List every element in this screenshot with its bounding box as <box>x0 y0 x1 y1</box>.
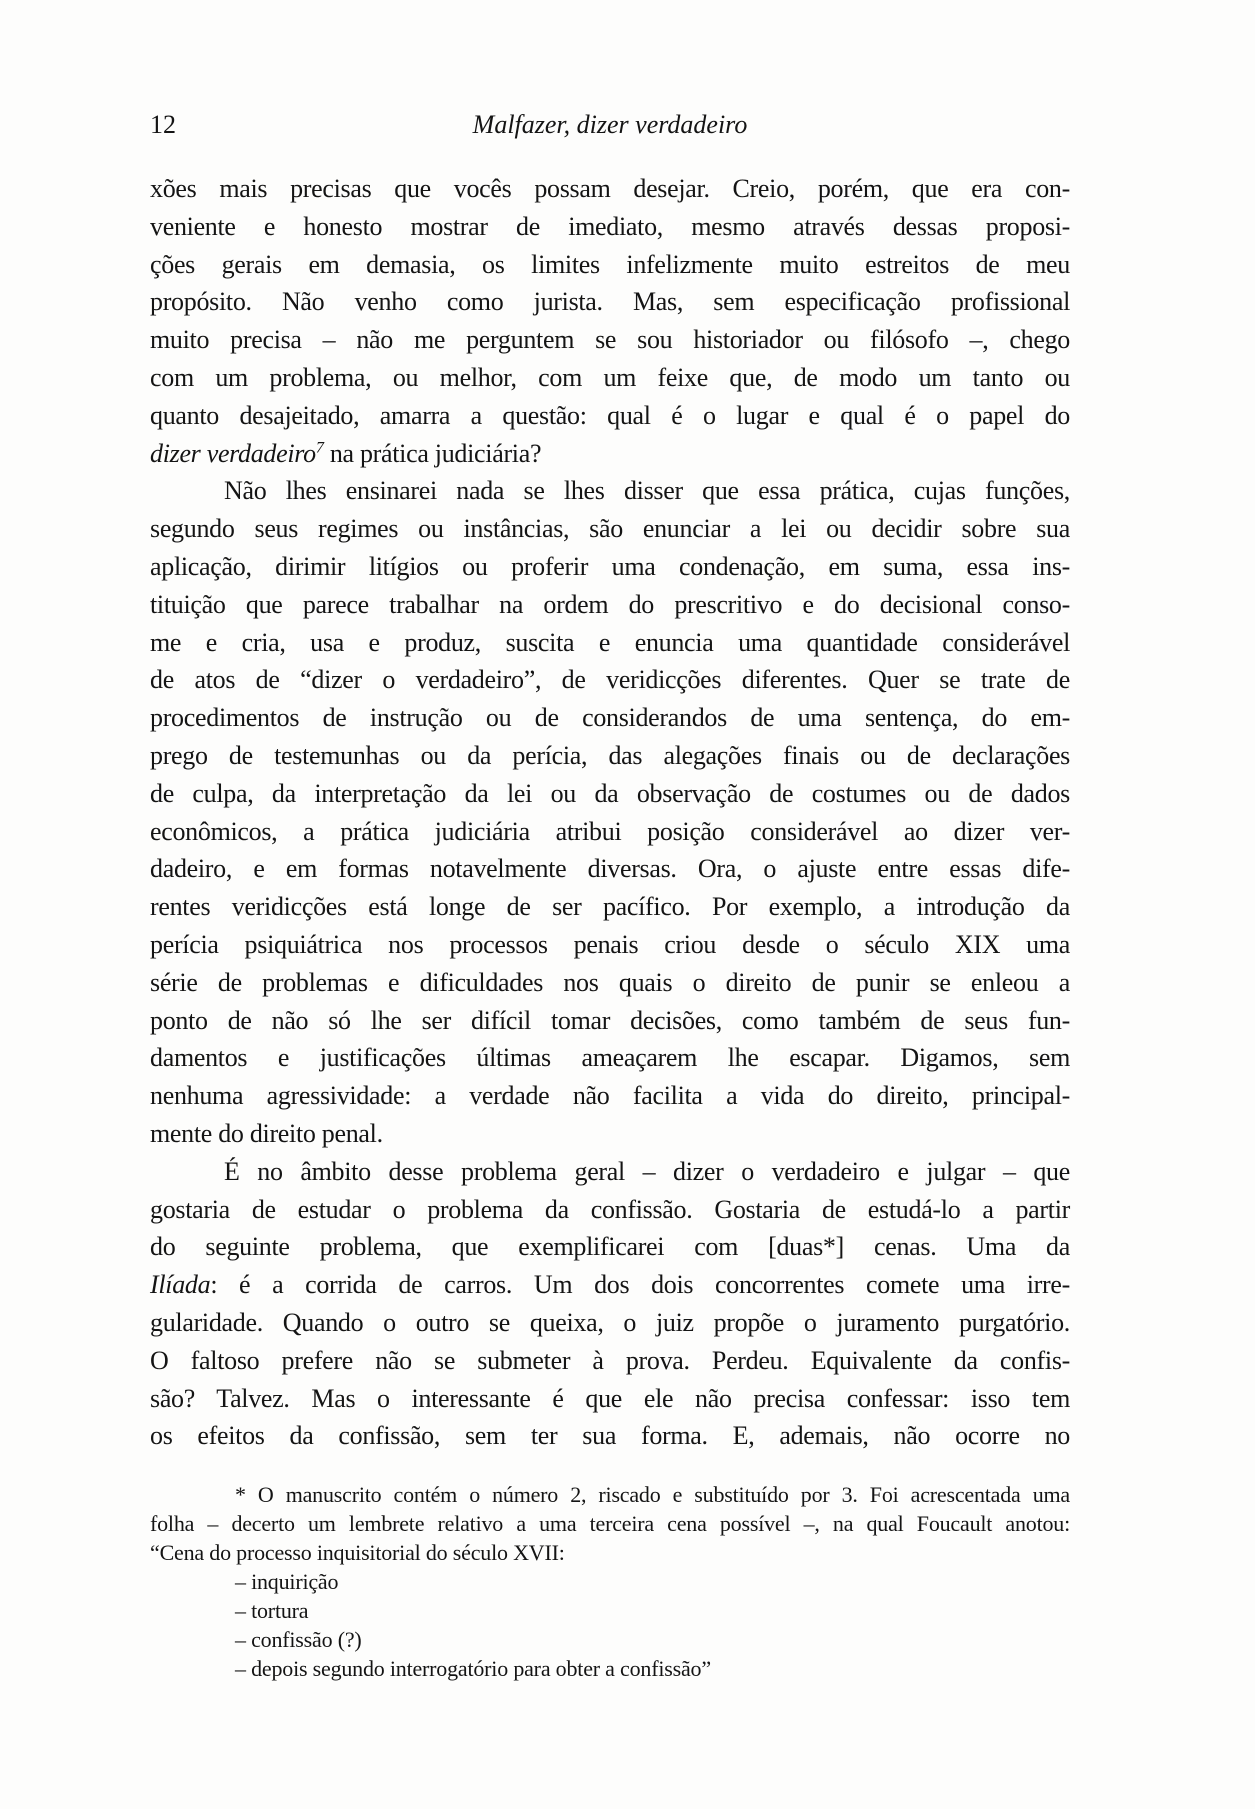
body-line: ções gerais em demasia, os limites infelizmente muito estreitos de meu <box>150 249 1070 279</box>
footnote-line: – depois segundo interrogatório para obter a confissão” <box>235 1656 711 1681</box>
body-line: com um problema, ou melhor, com um feixe que, de modo um tanto ou <box>150 362 1070 392</box>
body-text <box>150 170 1070 1455</box>
body-line: É no âmbito desse problema geral – dizer o verdadeiro e julgar – que <box>224 1156 1070 1186</box>
body-line: Ilíada: é a corrida de carros. Um dos dois concorrentes comete uma irre- <box>150 1270 1070 1300</box>
footnote-line: folha – decerto um lembrete relativo a uma terceira cena possível –, na qual Foucault anotou: <box>150 1511 1070 1536</box>
body-line: do seguinte problema, que exemplificarei com [duas*] cenas. Uma da <box>150 1232 1070 1262</box>
footnote-line: – inquirição <box>235 1569 339 1594</box>
body-line: quanto desajeitado, amarra a questão: qual é o lugar e qual é o papel do <box>150 400 1070 430</box>
footnote-line: – tortura <box>235 1598 309 1623</box>
body-line: são? Talvez. Mas o interessante é que ele não precisa confessar: isso tem <box>150 1383 1070 1413</box>
body-line: propósito. Não venho como jurista. Mas, sem especificação profissional <box>150 287 1070 317</box>
body-line: nenhuma agressividade: a verdade não facilita a vida do direito, principal- <box>150 1081 1070 1111</box>
page-header <box>150 108 1070 144</box>
body-line: perícia psiquiátrica nos processos penais criou desde o século XIX uma <box>150 929 1070 959</box>
body-line: dadeiro, e em formas notavelmente diversas. Ora, o ajuste entre essas dife- <box>150 854 1070 884</box>
body-line: procedimentos de instrução ou de considerandos de uma sentença, do em- <box>150 703 1070 733</box>
body-line: dizer verdadeiro$^7$ na prática judiciária? <box>150 438 542 468</box>
body-line: gularidade. Quando o outro se queixa, o juiz propõe o juramento purgatório. <box>150 1307 1070 1337</box>
body-line: damentos e justificações últimas ameaçarem lhe escapar. Digamos, sem <box>150 1043 1070 1073</box>
body-line: mente do direito penal. <box>150 1118 383 1148</box>
body-line: gostaria de estudar o problema da confissão. Gostaria de estudá-lo a partir <box>150 1194 1070 1224</box>
running-title: Malfazer, dizer verdadeiro <box>472 110 748 139</box>
body-line: econômicos, a prática judiciária atribui posição considerável ao dizer ver- <box>150 816 1070 846</box>
page-number: 12 <box>150 110 176 139</box>
body-line: de culpa, da interpretação da lei ou da observação de costumes ou de dados <box>150 778 1070 808</box>
body-line: aplicação, dirimir litígios ou proferir uma condenação, em suma, essa ins- <box>150 551 1070 581</box>
body-line: Não lhes ensinarei nada se lhes disser que essa prática, cujas funções, <box>224 476 1070 506</box>
body-line: série de problemas e dificuldades nos quais o direito de punir se enleou a <box>150 967 1070 997</box>
body-line: ponto de não só lhe ser difícil tomar decisões, como também de seus fun- <box>150 1005 1070 1035</box>
footnote-line: * O manuscrito contém o número 2, riscado e substituído por 3. Foi acrescentada uma <box>235 1482 1070 1507</box>
body-line: veniente e honesto mostrar de imediato, mesmo através dessas proposi- <box>150 211 1070 241</box>
body-line: segundo seus regimes ou instâncias, são enunciar a lei ou decidir sobre sua <box>150 514 1070 544</box>
body-line: O faltoso prefere não se submeter à prova. Perdeu. Equivalente da confis- <box>150 1345 1070 1375</box>
body-line: xões mais precisas que vocês possam desejar. Creio, porém, que era con- <box>150 174 1070 203</box>
footnote-line: – confissão (?) <box>235 1627 362 1652</box>
footnote-line: “Cena do processo inquisitorial do século XVII: <box>150 1540 565 1565</box>
body-line: prego de testemunhas ou da perícia, das alegações finais ou de declarações <box>150 740 1070 770</box>
body-line: de atos de “dizer o verdadeiro”, de veridicções diferentes. Quer se trate de <box>150 665 1070 695</box>
footnote <box>150 1480 1070 1683</box>
body-line: tituição que parece trabalhar na ordem do prescritivo e do decisional conso- <box>150 589 1070 619</box>
body-line: muito precisa – não me perguntem se sou historiador ou filósofo –, chego <box>150 325 1070 355</box>
body-line: me e cria, usa e produz, suscita e enuncia uma quantidade considerável <box>150 627 1070 657</box>
body-line: os efeitos da confissão, sem ter sua forma. E, ademais, não ocorre no <box>150 1421 1070 1451</box>
body-line: rentes veridicções está longe de ser pacífico. Por exemplo, a introdução da <box>150 892 1070 922</box>
